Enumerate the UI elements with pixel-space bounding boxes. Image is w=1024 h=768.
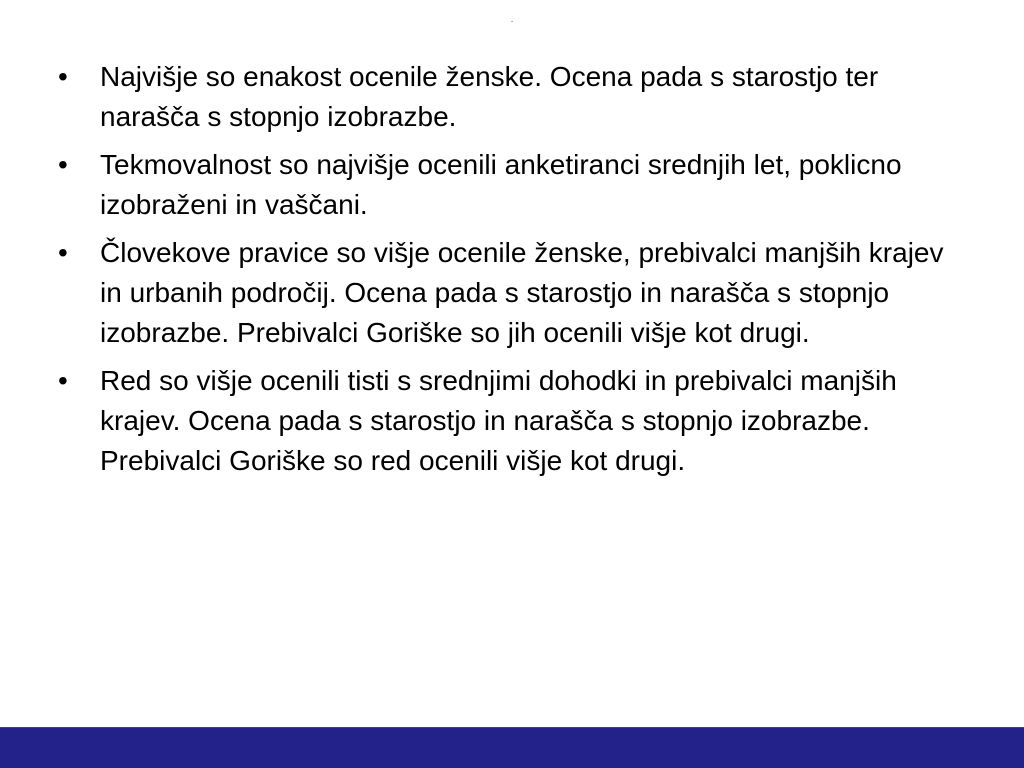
bullet-item (58, 145, 968, 225)
bullet-list (58, 57, 968, 489)
bullet-item (58, 233, 968, 353)
bullet-icon: • (58, 237, 68, 268)
footer-bar (0, 727, 1024, 768)
bullet-text: Človekove pravice so višje ocenile ženske, prebivalci manjših krajev in urbanih področij. Ocena pada s starostjo in narašča s stopnjo izobrazbe. Prebivalci Goriške so jih ocenili višje kot drugi. (100, 237, 944, 348)
bullet-icon: • (58, 365, 68, 396)
bullet-text: Red so višje ocenili tisti s srednjimi dohodki in prebivalci manjših krajev. Ocena pada s starostjo in narašča s stopnjo izobrazbe. Prebivalci Goriške so red ocenili višje kot drugi. (100, 365, 897, 476)
bullet-icon: • (58, 149, 68, 180)
slide-title-mark: · (510, 16, 514, 27)
bullet-text: Najvišje so enakost ocenile ženske. Ocena pada s starostjo ter narašča s stopnjo izobrazbe. (100, 61, 879, 132)
bullet-icon: • (58, 61, 68, 92)
bullet-item (58, 57, 968, 137)
bullet-text: Tekmovalnost so najvišje ocenili anketiranci srednjih let, poklicno izobraženi in vaščani. (100, 149, 902, 220)
bullet-item (58, 361, 968, 481)
